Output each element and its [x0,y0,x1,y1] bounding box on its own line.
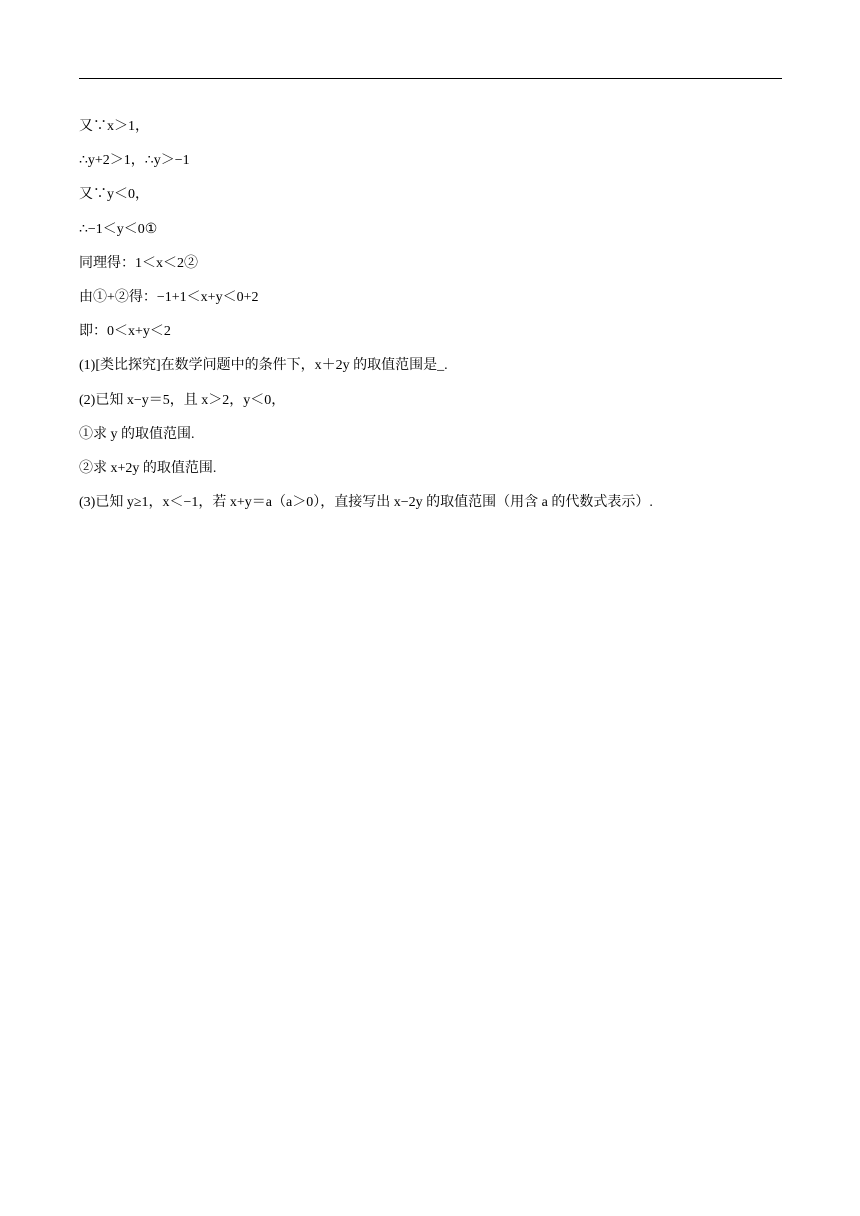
solution-line-7: 即：0＜x+y＜2 [79,324,171,340]
question-1: (1)[类比探究]在数学问题中的条件下，x＋2y 的取值范围是_. [79,358,448,374]
solution-line-3: 又∵y＜0， [79,187,149,203]
solution-line-6: 由①+②得：−1+1＜x+y＜0+2 [79,289,259,305]
header-divider [79,78,782,79]
solution-line-5: 同理得：1＜x＜2② [79,255,198,271]
document-body [79,110,782,520]
solution-line-1: 又∵x＞1， [79,119,149,134]
question-2: (2)已知 x−y＝5，且 x＞2，y＜0， [79,392,286,408]
question-3: (3)已知 y≥1，x＜−1，若 x+y＝a（a＞0），直接写出 x−2y 的取值范围（用含 a 的代数式表示）. [79,495,653,511]
question-2-part-2: ②求 x+2y 的取值范围. [79,460,217,476]
solution-line-2: ∴y+2＞1，∴y＞−1 [79,153,190,169]
question-2-part-1: ①求 y 的取值范围. [79,426,195,442]
solution-line-4: ∴−1＜y＜0① [79,221,158,237]
